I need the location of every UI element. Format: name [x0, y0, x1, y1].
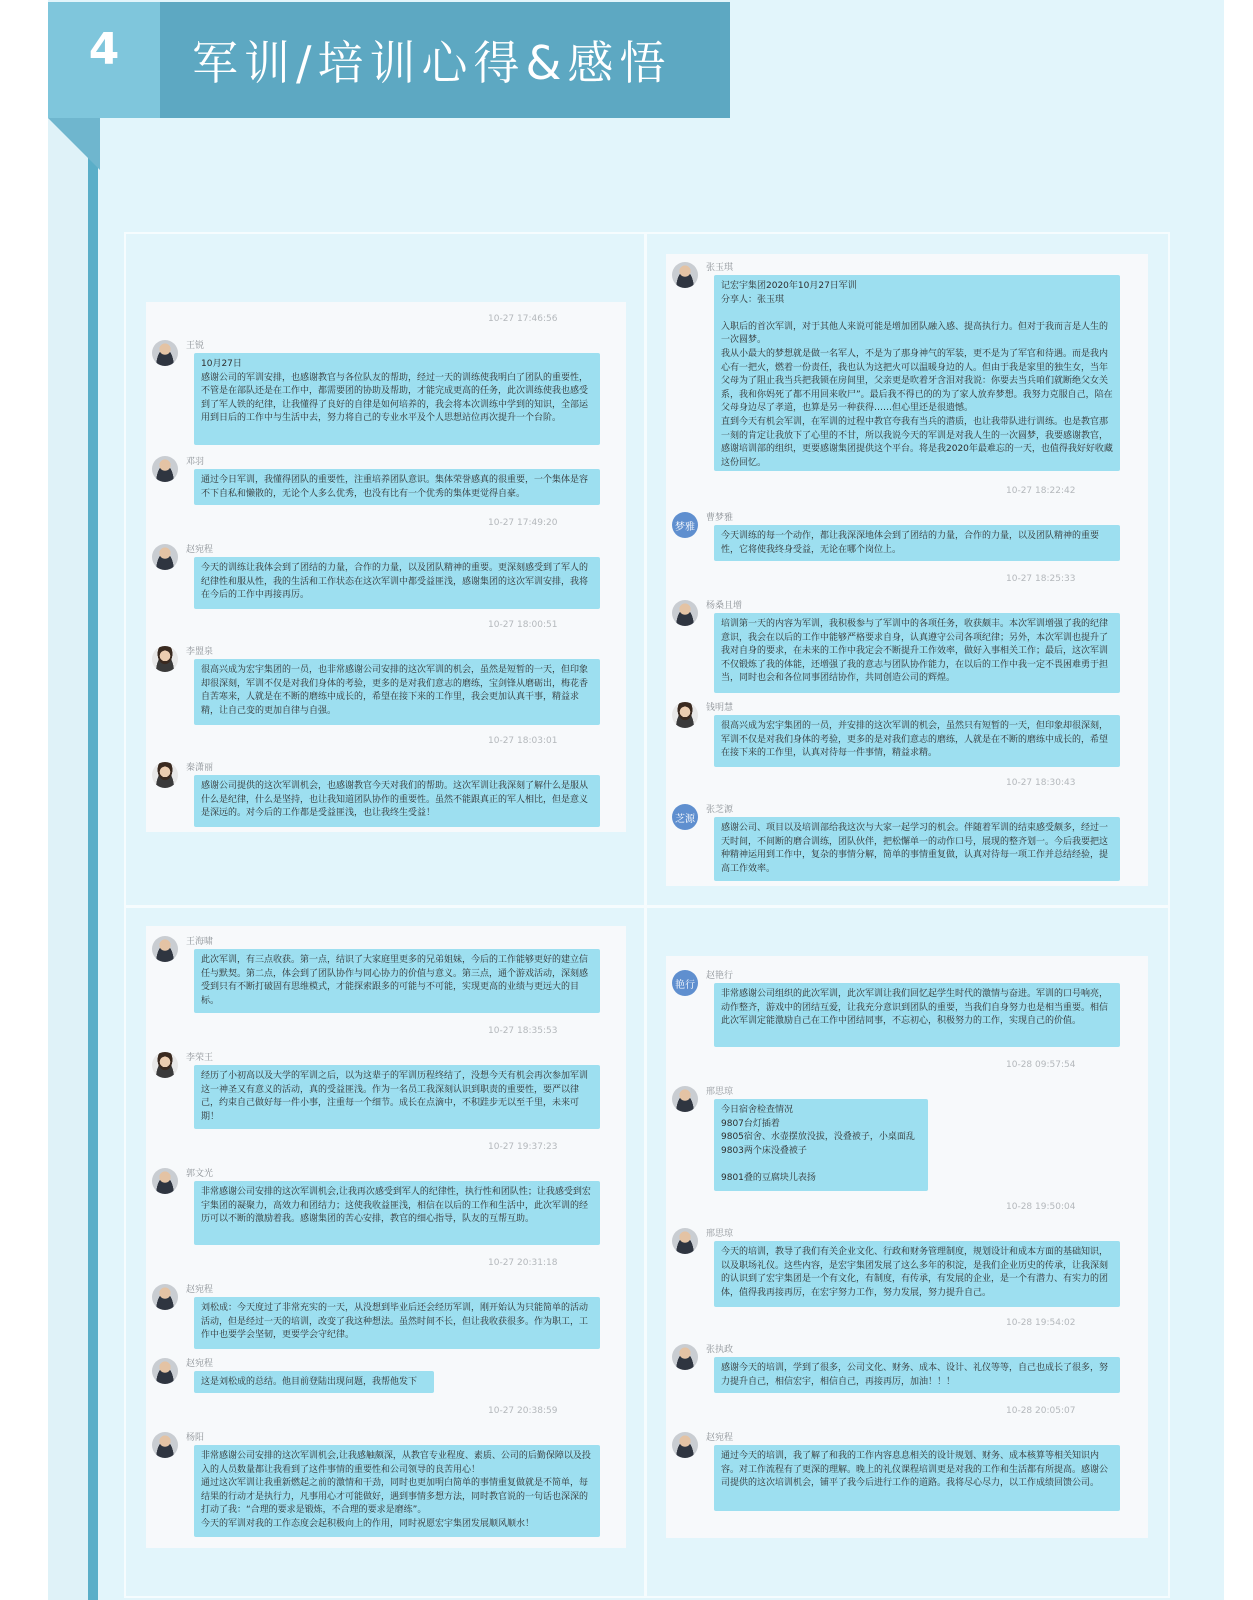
frame-divider-vertical: [644, 232, 647, 1598]
sender-name: 张玉琪: [706, 263, 734, 273]
message-bubble: 很高兴成为宏宇集团的一员，也非常感谢公司安排的这次军训的机会，虽然是短暂的一天，但印象却很深刻，军训不仅是对我们身体的考验，更多的是对我们意志的磨练，宝剑锋从磨砺出，梅花香自苦寒来，人就是在不断的磨练中成长的，希望在接下来的工作里，我会更加认真干事，精益求精，让自己变的更加自律与自强。: [194, 659, 600, 725]
sender-name: 邓羽: [186, 457, 205, 467]
timestamp: 10-28 20:05:07: [1006, 1406, 1076, 1416]
timestamp: 10-27 18:30:43: [1006, 778, 1076, 788]
sender-name: 杨阳: [186, 1433, 205, 1443]
avatar: [672, 1344, 698, 1370]
sender-name: 赵宛程: [706, 1433, 734, 1443]
avatar: 艳行: [672, 970, 698, 996]
avatar: [152, 646, 178, 672]
sender-name: 李盟泉: [186, 647, 214, 657]
avatar: [152, 936, 178, 962]
sender-name: 钱明慧: [706, 703, 734, 713]
avatar: [672, 600, 698, 626]
message-bubble: 感谢公司提供的这次军训机会，也感谢教官今天对我们的帮助。这次军训让我深刻了解什么是服从什么是纪律，什么是坚持，也让我知道团队协作的重要性。虽然不能跟真正的军人相比，但是意义是深远的。对今后的工作都是受益匪浅，也让我终生受益！: [194, 775, 600, 827]
avatar: [672, 702, 698, 728]
frame-divider-horizontal: [124, 905, 1168, 908]
timestamp: 10-27 18:22:42: [1006, 486, 1076, 496]
message-bubble: 培训第一天的内容为军训，我积极参与了军训中的各项任务，收获颇丰。本次军训增强了我的纪律意识，我会在以后的工作中能够严格要求自身，认真遵守公司各项纪律；另外，本次军训也提升了我对自身的要求，在未来的工作中我定会不断提升工作效率，做好入事相关工作；最后，这次军训不仅锻炼了我的体能，还增强了我的意志与团队协作能力，在以后的工作中我一定不畏困难勇于担当，同时也会和各位同事团结协作，共同创造公司的辉煌。: [714, 613, 1120, 693]
message-bubble: 通过今天的培训，我了解了和我的工作内容息息相关的设计规划、财务、成本核算等相关知识内容。对工作流程有了更深的理解。晚上的礼仪课程培训更是对我的工作和生活都有所提高。感谢公司提供的这次培训机会，铺平了我今后进行工作的道路。我将尽心尽力，以工作成绩回馈公司。: [714, 1445, 1120, 1511]
timestamp: 10-27 17:46:56: [488, 314, 558, 324]
timestamp: 10-28 09:57:54: [1006, 1060, 1076, 1070]
message-bubble: 感谢今天的培训，学到了很多，公司文化、财务、成本、设计、礼仪等等，自己也成长了很多，努力提升自己，相信宏宇，相信自己，再接再厉，加油！！！: [714, 1357, 1120, 1393]
avatar: [152, 1358, 178, 1384]
sender-name: 王锐: [186, 341, 205, 351]
message-bubble: 经历了小初高以及大学的军训之后，以为这辈子的军训历程终结了，没想今天有机会再次参加军训这一神圣又有意义的活动，真的受益匪浅。作为一名员工我深刻认识到职责的重要性，要严以律己，约束自己做好每一件小事，注重每一个细节。成长在点滴中，不积跬步无以至千里，未来可期！: [194, 1065, 600, 1129]
header-fold: [48, 118, 100, 170]
timestamp: 10-28 19:54:02: [1006, 1318, 1076, 1328]
sender-name: 郭文光: [186, 1169, 214, 1179]
message-bubble: 感谢公司、项目以及培训部给我这次与大家一起学习的机会。伴随着军训的结束感受颇多，经过一天时间，不间断的磨合训练，团队伙伴，把松懈单一的动作口号，展现的整齐划一。今后我要把这种精神运用到工作中，复杂的事情分解，简单的事情重复做，认真对待每一项工作并总结经验，提高工作效率。: [714, 817, 1120, 881]
message-bubble: 今天的训练让我体会到了团结的力量，合作的力量，以及团队精神的重要。更深刻感受到了军人的纪律性和服从性，我的生活和工作状态在这次军训中都受益匪浅，感谢集团的这次军训安排，我将在今后的工作中再接再厉。: [194, 557, 600, 609]
message-bubble: 非常感谢公司安排的这次军训机会,让我再次感受到军人的纪律性，执行性和团队性；让我感受到宏宇集团的凝聚力，高效力和团结力；这使我收益匪浅，相信在以后的工作和生活中，此次军训的经历可以不断的激励着我。感谢集团的苦心安排，教官的细心指导，队友的互帮互助。: [194, 1181, 600, 1245]
avatar: [672, 1228, 698, 1254]
avatar: [672, 1432, 698, 1458]
sender-name: 赵艳行: [706, 971, 734, 981]
avatar: [152, 544, 178, 570]
avatar: [152, 1052, 178, 1078]
message-bubble: 通过今日军训，我懂得团队的重要性，注重培养团队意识。集体荣誉感真的很重要，一个集体是容不下自私和懒散的，无论个人多么优秀，也没有比有一个优秀的集体更觉得自豪。: [194, 469, 600, 505]
timestamp: 10-28 19:50:04: [1006, 1202, 1076, 1212]
section-number: 4: [48, 2, 160, 118]
sender-name: 秦潇丽: [186, 763, 214, 773]
side-accent-line: [88, 150, 98, 1600]
sender-name: 邢思琼: [706, 1087, 734, 1097]
message-bubble: 今天的培训，教导了我们有关企业文化、行政和财务管理制度，规划设计和成本方面的基础知识，以及职场礼仪。这些内容，是宏宇集团发展了这么多年的积淀，是我们企业历史的传承，让我深刻的认识到了宏宇集团是一个有文化，有制度，有传承，有发展的企业，是一个有潜力、有实力的团体，值得我再接再厉，在宏宇努力工作，努力发展，努力提升自己。: [714, 1241, 1120, 1307]
sender-name: 赵宛程: [186, 1359, 214, 1369]
message-bubble: 这是刘松成的总结。他目前登陆出现问题，我帮他发下: [194, 1371, 434, 1393]
timestamp: 10-27 17:49:20: [488, 518, 558, 528]
timestamp: 10-27 18:25:33: [1006, 574, 1076, 584]
avatar: [152, 456, 178, 482]
message-bubble: 非常感谢公司组织的此次军训，此次军训让我们回忆起学生时代的激情与奋进。军训的口号响亮，动作整齐，游戏中的团结互爱，让我充分意识到团队的重要，当我们自身努力也是相当重要。相信此次军训定能激励自己在工作中团结同事，不忘初心，积极努力的工作，实现自己的价值。: [714, 983, 1120, 1047]
timestamp: 10-27 19:37:23: [488, 1142, 558, 1152]
avatar: 芝源: [672, 804, 698, 830]
avatar: [152, 762, 178, 788]
sender-name: 赵宛程: [186, 1285, 214, 1295]
message-bubble: 记宏宇集团2020年10月27日军训 分享人：张玉琪 入职后的首次军训，对于其他人来说可能是增加团队融入感、提高执行力。但对于我而言是人生的一次圆梦。 我从小最大的梦想就是做一名军人，不是为了那身神气的军装，更不是为了军官和待遇。而是我内心有一把火，燃着一份责任，我也认为这把火可以温暖身边的人。但由于我是家里的独生女，当年父母为了阻止我当兵把我锁在房间里，父亲更是吹着牙含泪对我说：你要去当兵咱们就断绝父女关系，我和你妈死了都不用回来收尸”。最后我不得已的的为了家人放弃梦想。我努力克服自己，陪在父母身边尽了孝道，也算是另一种获得……但心里还是很遗憾。 直到今天有机会军训，在军训的过程中教官夸我有当兵的潜质，也让我带队进行训练。也是教官那一刻的肯定让我放下了心里的不甘，所以我说今天的军训是对我人生的一次圆梦，我要感谢教官，感谢培训部的组织，更要感谢集团提供这个平台。将是我2020年最难忘的一天，也值得我好好收藏这份回忆。: [714, 275, 1120, 471]
message-bubble: 今天训练的每一个动作，都让我深深地体会到了团结的力量，合作的力量，以及团队精神的重要性，它将使我终身受益，无论在哪个岗位上。: [714, 525, 1120, 561]
timestamp: 10-27 20:38:59: [488, 1406, 558, 1416]
avatar: [672, 1086, 698, 1112]
sender-name: 杨桑且增: [706, 601, 743, 611]
timestamp: 10-27 20:31:18: [488, 1258, 558, 1268]
avatar: [152, 1284, 178, 1310]
message-bubble: 今日宿舍检查情况 9807台灯插着 9805宿舍、水壶摆放没拔，没叠被子，小桌面乱 9803两个床没叠被子 9801叠的豆腐块儿表扬: [714, 1099, 928, 1191]
sender-name: 王海啸: [186, 937, 214, 947]
timestamp: 10-27 18:00:51: [488, 620, 558, 630]
sender-name: 赵宛程: [186, 545, 214, 555]
avatar: [152, 1168, 178, 1194]
message-bubble: 此次军训，有三点收获。第一点，结识了大家庭里更多的兄弟姐妹，今后的工作能够更好的建立信任与默契。第二点，体会到了团队协作与同心协力的价值与意义。第三点，通个游戏活动，深刻感受到只有不断打破固有思维模式，才能探索跟多的可能与不可能，实现更高的业绩与更远大的目标。: [194, 949, 600, 1013]
sender-name: 张执政: [706, 1345, 734, 1355]
message-bubble: 很高兴成为宏宇集团的一员，并安排的这次军训的机会，虽然只有短暂的一天，但印象却很深刻，军训不仅是对我们身体的考验，更多的是对我们意志的磨练，人就是在不断的磨练中成长的，希望在接下来的工作里，认真对待每一件事情，精益求精。: [714, 715, 1120, 767]
message-bubble: 刘松成：今天度过了非常充实的一天，从没想到毕业后还会经历军训，刚开始认为只能简单的活动活动，但是经过一天的培训，改变了我这种想法。虽然时间不长，但让我收获很多。作为职工，工作中也要学会坚韧，更要学会守纪律。: [194, 1297, 600, 1349]
message-bubble: 非常感谢公司安排的这次军训机会,让我感触颇深，从教官专业程度、素质、公司的后勤保障以及投入的人员数量都让我看到了这件事情的重要性和公司领导的良苦用心！ 通过这次军训让我重新燃起之前的激情和干劲，同时也更加明白简单的事情重复做就是不简单，每结果的行动才是执行力，凡事用心才可能做好，遇到事情多想方法，同时教官说的一句话也深深的打动了我：“合理的要求是锻炼，不合理的要求是磨练”。 今天的军训对我的工作态度会起积极向上的作用，同时祝愿宏宇集团发展顺风顺水！: [194, 1445, 600, 1537]
message-bubble: 10月27日 感谢公司的军训安排，也感谢教官与各位队友的帮助，经过一天的训练使我明白了团队的重要性，不管是在部队还是在工作中，都需要团的协助及帮助，才能完成更高的任务，此次训练使我也感受到了军人铁的纪律，让我懂得了良好的自律是如何培养的，我会将本次训练中学到的知识，全部运用到日后的工作中与生活中去，努力将自己的专业水平及个人思想站位再次提升一个台阶。: [194, 353, 600, 445]
avatar: [672, 262, 698, 288]
timestamp: 10-27 18:03:01: [488, 736, 558, 746]
sender-name: 李荣王: [186, 1053, 214, 1063]
avatar: [152, 340, 178, 366]
sender-name: 曹梦雅: [706, 513, 734, 523]
avatar: 梦雅: [672, 512, 698, 538]
section-title: 军训/培训心得&感悟: [160, 2, 730, 118]
timestamp: 10-27 18:35:53: [488, 1026, 558, 1036]
sender-name: 张芝源: [706, 805, 734, 815]
side-strip: [48, 118, 88, 1600]
sender-name: 邢思琼: [706, 1229, 734, 1239]
avatar: [152, 1432, 178, 1458]
